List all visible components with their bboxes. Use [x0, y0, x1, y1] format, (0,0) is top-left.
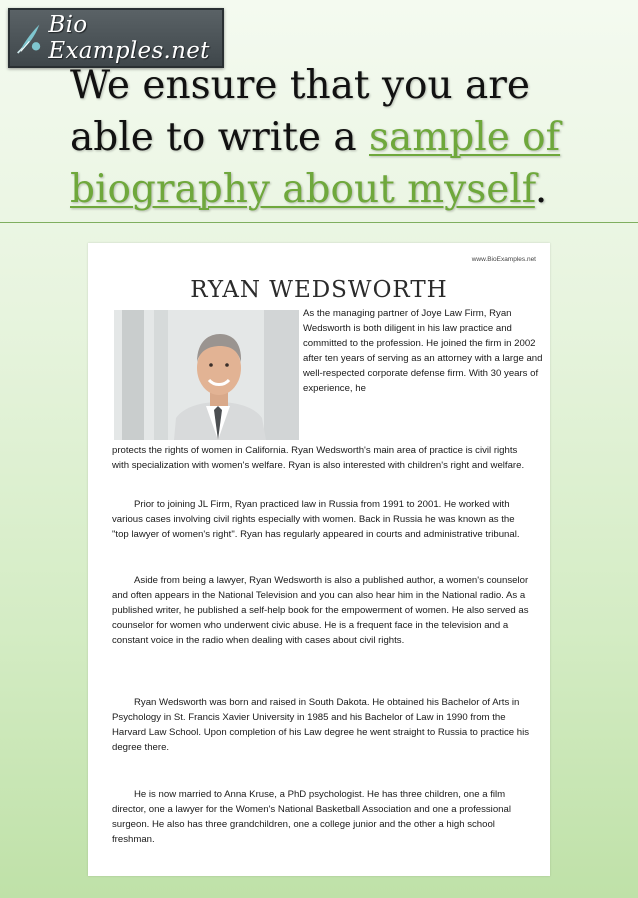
logo-text: Bio Examples.net — [48, 12, 210, 64]
biography-document — [88, 243, 550, 876]
divider — [0, 222, 638, 223]
paragraph-5: He is now married to Anna Kruse, a PhD psychologist. He has three children, one a film director, one a lawyer for the Women's National Basketball Association and one a professional surgeon. He also has three grandchildren, one a college junior and the other a high school freshman. — [112, 789, 511, 845]
document-url: www.BioExamples.net — [471, 256, 536, 263]
headline-period: . — [534, 167, 548, 212]
portrait-photo — [114, 310, 299, 440]
paragraph-1: protects the rights of women in California. Ryan Wedsworth's main area of practice is civil rights with specialization with women's welfare. Ryan is also interested with children's right and welfare. — [112, 445, 525, 471]
site-logo[interactable] — [8, 8, 224, 68]
quill-pen-icon — [16, 18, 44, 58]
intro-paragraph: As the managing partner of Joye Law Firm, Ryan Wedsworth is both diligent in his law practice and committed to the profession. He joined the firm in 2002 after ten years of serving as an attorney with a large and well-respected corporate defense firm. With 30 years of experience, he — [303, 308, 543, 394]
headline-text: We ensure that you are able to write a — [70, 63, 530, 160]
paragraph-4: Ryan Wedsworth was born and raised in South Dakota. He obtained his Bachelor of Arts in Psychology in St. Francis Xavier University in 1985 and his Bachelor of Law in 1990 from the Harvard Law School. Upon completion of his Law degree he went straight to Russia to practice his degree there. — [112, 697, 530, 753]
document-title: RYAN WEDSWORTH — [190, 277, 448, 303]
biography-sample-link[interactable]: sample of biography about myself — [70, 115, 561, 212]
headline — [70, 60, 590, 216]
paragraph-3: Aside from being a lawyer, Ryan Wedsworth is also a published author, a women's counselor and often appears in the National Television and you can also hear him in the National radio. As a published writer, he published a self-help book for the empowerment of women. He also served as counselor for women who underwent civic abuse. He is a frequent face in the television and a constant voice in the radio when dealing with cases about civil rights. — [112, 575, 529, 646]
paragraph-2: Prior to joining JL Firm, Ryan practiced law in Russia from 1991 to 2001. He worked with various cases involving civil rights especially with women. Back in Russia he was known as the "top lawyer of women's right". Ryan has regularly appeared in courts and administrative tribunal. — [112, 499, 520, 540]
portrait-illustration — [114, 310, 299, 440]
